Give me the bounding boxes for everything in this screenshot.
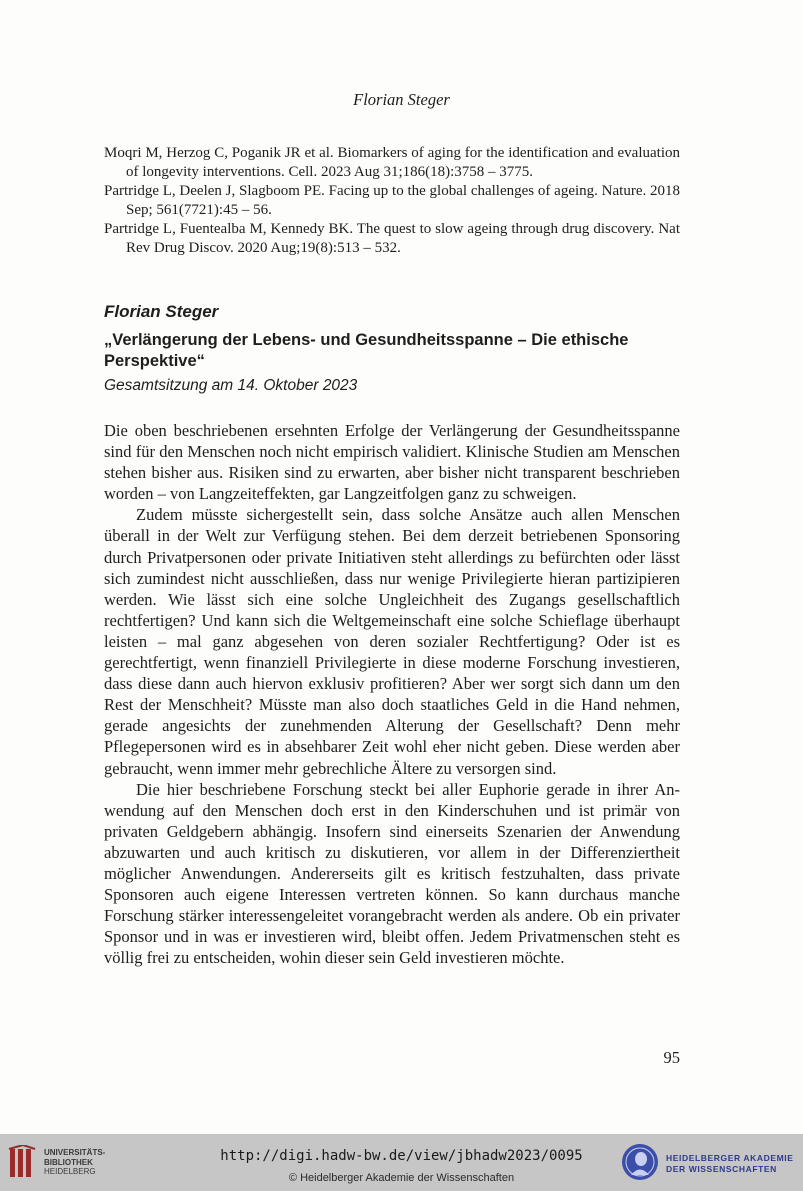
academy-logo[interactable]	[620, 1140, 800, 1186]
article-title: „Verlängerung der Lebens- und Gesundheitsspanne – Die ethische Perspektive“	[104, 331, 629, 370]
body-paragraph: Die oben beschriebenen ersehnten Erfolge der Verlängerung der Gesundheitsspanne sind für den Menschen noch nicht empirisch validiert. Klinische Studien am Menschen stehen bisher aus. Risiken sind zu erwarten, aber bisher nicht transparent beschrieben worden – von Langzeiteffekten, gar Langzeitfolgen ganz zu schweigen.	[104, 421, 680, 504]
ub-line: UNIVERSITÄTS-	[44, 1148, 106, 1157]
running-head: Florian Steger	[353, 90, 450, 109]
ub-line: HEIDELBERG	[44, 1167, 96, 1176]
reference-item: Moqri M, Herzog C, Poganik JR et al. Biomarkers of aging for the identification and evaluation of longevity interventions. Cell. 2023 Aug 31;186(18):3758 – 3775.	[104, 145, 680, 180]
viewer-footer	[0, 1134, 803, 1191]
copyright-notice: © Heidelberger Akademie der Wissenschaften	[288, 1172, 515, 1184]
permalink-url[interactable]: http://digi.hadw-bw.de/view/jbhadw2023/0095	[220, 1148, 583, 1164]
reference-item: Partridge L, Deelen J, Slagboom PE. Facing up to the global challenges of ageing. Nature. 2018 Sep; 561(7721):45 – 56.	[104, 183, 680, 218]
article-author: Florian Steger	[104, 302, 219, 321]
academy-line: DER WISSENSCHAFTEN	[666, 1164, 777, 1174]
article-body	[104, 420, 680, 968]
session-line: Gesamtsitzung am 14. Oktober 2023	[104, 377, 358, 394]
body-paragraph: Die hier beschriebene Forschung steckt bei aller Euphorie gerade in ihrer Anwendung auf den Menschen doch erst in den Kinderschuhen und ist primär von privaten Geldgebern abhängig. Insofern sind einerseits Szenarien der Anwendung abzuwarten und auch kritisch zu diskutieren, vor allem in der Differenziertheit möglicher Anwendungen. Andererseits gilt es kritisch festzuhalten, dass private Sponsoren auch eigene Interessen vertreten können. So kann durchaus manche Forschung stärker interessengeleitet vorangebracht werden als andere. Ob ein privater Sponsor und in was er investieren wird, bleibt offen. Jedem Privatmenschen steht es völlig frei zu entscheiden, wohin dieser sein Geld investieren möchte.	[104, 779, 680, 968]
academy-name	[666, 1153, 794, 1175]
reference-item: Partridge L, Fuentealba M, Kennedy BK. The quest to slow ageing through drug discovery. Nat Rev Drug Discov. 2020 Aug;19(8):513 – 532.	[104, 221, 680, 256]
academy-line: HEIDELBERGER AKADEMIE	[666, 1153, 794, 1163]
academy-seal-icon	[620, 1142, 660, 1182]
reference-list	[104, 144, 680, 258]
ub-line: BIBLIOTHEK	[44, 1157, 93, 1167]
body-paragraph: Zudem müsste sichergestellt sein, dass solche Ansätze auch allen Menschen überall in der Welt zur Verfügung stehen. Bei dem derzeit betriebenen Sponsoring durch Privatpersonen oder private Initiativen steht allerdings zu befürchten oder lässt sich zumindest nicht ausschließen, dass nur wenige Privilegierte hieran partizipieren werden. Wie lässt sich eine solche Ungleichheit des Zugangs gesellschaftlich rechtfertigen? Und kann sich die Weltgemeinschaft eine solche Schieflage überhaupt leisten – mal ganz abgesehen von deren sozialer Rechtfertigung? Oder ist es gerechtfertigt, wenn finanziell Privilegierte in diese moderne Forschung investieren, dass diese dann auch hiervon exklusiv profitieren? Aber wer sorgt sich dann um den Rest der Menschheit? Müsste man also doch staatliches Geld in die Hand nehmen, gerade angesichts der zunehmenden Alterung der Gesellschaft? Denn mehr Pflegepersonen wird es in absehbarer Zeit wohl eher nicht geben. Diese werden aber gebraucht, wenn immer mehr gebrechliche Ältere zu versorgen sind.	[104, 505, 680, 778]
page-number: 95	[663, 1048, 680, 1067]
